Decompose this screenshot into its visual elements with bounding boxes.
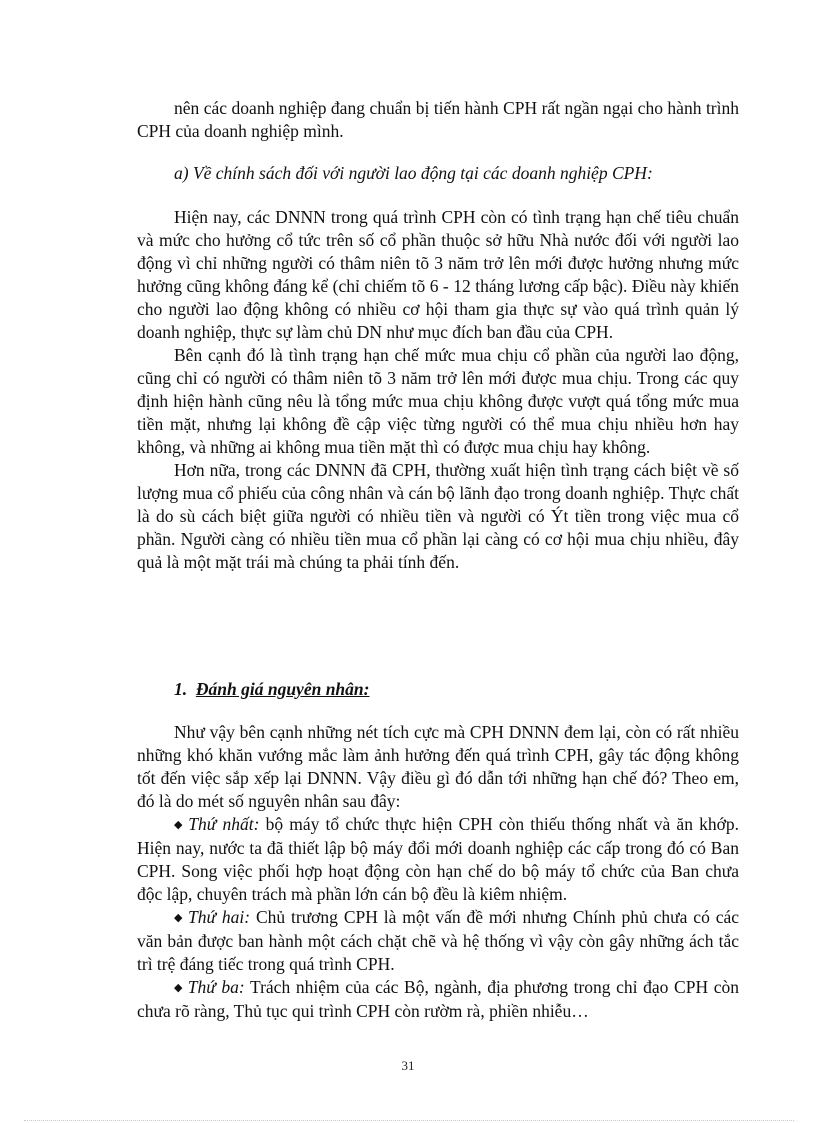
bullet-text: Chủ trương CPH là một vấn đề mới nhưng Chính phủ chưa có các văn bản được ban hành một cách chặt chẽ và hệ thống vì vậy còn gây những ách tắc trì trệ đáng tiếc trong quá trình CPH. (137, 907, 740, 974)
causes-block (137, 721, 739, 1023)
policy-paragraph: Hơn nữa, trong các DNNN đã CPH, thường xuất hiện tình trạng cách biệt về số lượng mua cổ phiếu của công nhân và cán bộ lãnh đạo trong doanh nghiệp. Thực chất là do sù cách biệt giữa người có nhiều tiền và người có Ýt tiền trong việc mua cổ phần. Người càng có nhiều tiền mua cổ phần lại càng có cơ hội mua chịu nhiều, đây quả là một mặt trái mà chúng ta phải tính đến. (137, 460, 739, 572)
intro-paragraph: nên các doanh nghiệp đang chuẩn bị tiến hành CPH rất ngần ngại cho hành trình CPH của doanh nghiệp mình. (137, 98, 739, 141)
diamond-bullet-icon: ◆ (174, 982, 184, 994)
section-title: Đánh giá nguyên nhân: (195, 679, 370, 699)
page-bottom-divider (24, 1120, 794, 1121)
diamond-bullet-icon: ◆ (174, 819, 185, 831)
policy-paragraph: Hiện nay, các DNNN trong quá trình CPH còn có tình trạng hạn chế tiêu chuẩn và mức cho hưởng cổ tức trên số cổ phần thuộc sở hữu Nhà nước đối với người lao động vì chỉ những người có thâm niên tõ 3 năm trở lên mới được hưởng nhưng mức hưởng cũng không đáng kể (chỉ chiếm tõ 6 - 12 tháng lương cấp bậc). Điều này khiến cho người lao động không có nhiều cơ hội tham gia thực sự vào quá trình quản lý doanh nghiệp, thực sự làm chủ DN như mục đích ban đầu của CPH. (137, 207, 739, 342)
bullet-item (137, 813, 739, 906)
bullet-item (137, 976, 739, 1023)
causes-intro: Như vậy bên cạnh những nét tích cực mà CPH DNNN đem lại, còn có rất nhiều những khó khăn vướng mắc làm ảnh hưởng đến quá trình CPH, gây tác động không tốt đến việc sắp xếp lại DNNN. Vậy điều gì đó dẫn tới những hạn chế đó? Theo em, đó là do mét số nguyên nhân sau đây: (137, 722, 739, 811)
bullet-text: Trách nhiệm của các Bộ, ngành, địa phương trong chỉ đạo CPH còn chưa rõ ràng, Thủ tục qui trình CPH còn rườm rà, phiền nhiễu… (137, 977, 739, 1021)
intro-paragraph-block (137, 97, 739, 143)
bullet-label: Thứ hai: (187, 907, 251, 927)
bullet-text: bộ máy tổ chức thực hiện CPH còn thiếu thống nhất và ăn khớp. Hiện nay, nước ta đã thiết lập bộ máy đổi mới doanh nghiệp các cấp trong đó có Ban CPH. Song việc phối hợp hoạt động còn hạn chế do bộ máy tổ chức của Ban chưa độc lập, chuyên trách mà phần lớn cán bộ đều là kiêm nhiệm. (137, 814, 739, 904)
page-number: 31 (401, 1058, 415, 1073)
policy-paragraphs (137, 206, 739, 574)
bullet-label: Thứ nhất: (188, 814, 260, 834)
bullet-item (137, 906, 739, 976)
section-heading (174, 678, 369, 701)
section-number: 1. (174, 679, 188, 699)
policy-subheading: a) Về chính sách đối với người lao động tại các doanh nghiệp CPH: (174, 163, 653, 183)
bullet-label: Thứ ba: (187, 977, 245, 997)
policy-paragraph: Bên cạnh đó là tình trạng hạn chế mức mua chịu cổ phần của người lao động, cũng chỉ có người có thâm niên tõ 3 năm trở lên mới được mua chịu. Trong các quy định hiện hành cũng nêu là tổng mức mua chịu không được vượt quá tổng mức mua tiền mặt, nhưng lại không đề cập việc từng người có thể mua chịu nhiều hơn hay không, và những ai không mua tiền mặt thì có được mua chịu hay không. (137, 345, 739, 457)
diamond-bullet-icon: ◆ (174, 912, 184, 924)
